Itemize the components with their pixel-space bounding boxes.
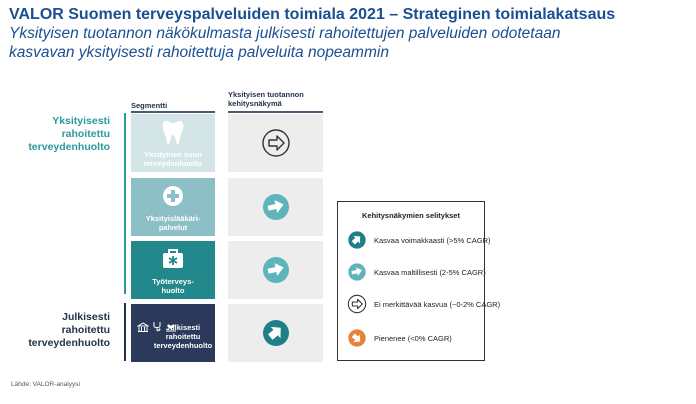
segment-public-healthcare [131, 304, 215, 362]
decline-arrow-icon [347, 328, 367, 348]
outlook-cell-occupational-health [228, 241, 323, 299]
first-aid-kit-icon [162, 241, 184, 277]
group-bar-public [124, 303, 126, 361]
moderate-growth-arrow-icon [347, 262, 367, 282]
legend-item-moderate [347, 262, 486, 282]
group-label-public: Julkisesti rahoitettu terveydenhuolto [28, 311, 110, 349]
building-icon [137, 322, 149, 332]
page-subtitle [9, 24, 560, 62]
page-title: VALOR Suomen terveyspalveluiden toimiala 2021 – Strateginen toimialakatsaus [9, 6, 616, 23]
legend-label: Kasvaa maltillisesti (2-5% CAGR) [374, 267, 486, 277]
medical-cross-icon [162, 178, 184, 214]
source-note: Lähde: VALOR-analyysi [11, 381, 80, 388]
legend-item-flat [347, 294, 500, 314]
tooth-icon [162, 114, 184, 150]
segment-private-doctor [131, 178, 215, 236]
segment-label: Yksityinen suun terveydenhuolto [143, 150, 203, 168]
segment-dental [131, 114, 215, 172]
column-underline-segment [131, 111, 215, 113]
subtitle-line-1: Yksityisen tuotannon näkökulmasta julkisesti rahoitettujen palveluiden odotetaan [9, 25, 561, 42]
outlook-cell-public-healthcare [228, 304, 323, 362]
subtitle-line-2: kasvavan yksityisesti rahoitettuja palveluita nopeammin [9, 44, 389, 61]
segment-occupational-health [131, 241, 215, 299]
legend-box [337, 201, 501, 361]
column-header-outlook: Yksityisen tuotannon kehitysnäkymä [228, 90, 304, 108]
segment-label: Julkisesti rahoitettu terveydenhuolto [153, 323, 213, 350]
flat-arrow-icon [261, 128, 291, 158]
group-bar-private [124, 113, 126, 294]
legend-label: Ei merkittävää kasvua (~0-2% CAGR) [374, 299, 501, 309]
legend-label: Kasvaa voimakkaasti (>5% CAGR) [374, 235, 491, 245]
segment-label: Työterveys- huolto [152, 277, 194, 295]
legend-title: Kehitysnäkymien selitykset [362, 211, 460, 220]
group-label-private: Yksityisesti rahoitettu terveydenhuolto [28, 115, 110, 153]
column-header-segment: Segmentti [131, 101, 168, 110]
outlook-cell-private-doctor [228, 178, 323, 236]
segment-label: Yksityislääkäri- palvelut [145, 214, 201, 232]
moderate-growth-arrow-icon [261, 192, 291, 222]
outlook-cell-dental [228, 114, 323, 172]
column-underline-outlook [228, 111, 323, 113]
moderate-growth-arrow-icon [261, 255, 291, 285]
strong-growth-arrow-icon [261, 318, 291, 348]
legend-item-decline [347, 328, 452, 348]
legend-item-strong [347, 230, 491, 250]
flat-arrow-icon [347, 294, 367, 314]
strong-growth-arrow-icon [347, 230, 367, 250]
legend-label: Pienenee (<0% CAGR) [374, 333, 452, 343]
